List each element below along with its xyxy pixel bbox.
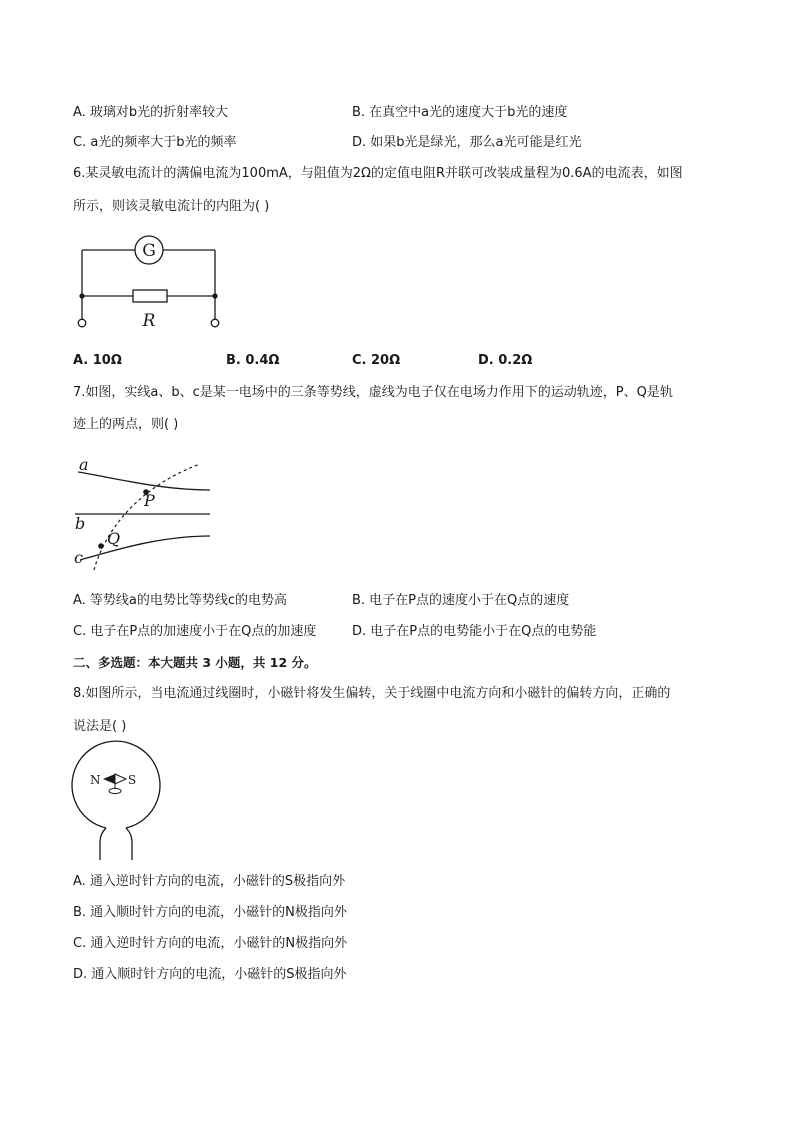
q6-option-c: C. 20Ω [352,353,401,368]
point-p-label: P [144,491,155,510]
q7-option-c: C. 电子在P点的加速度小于在Q点的加速度 [73,624,317,639]
q6-stem-line2: 所示，则该灵敏电流计的内阻为( ) [73,199,270,214]
q6-circuit-figure [70,230,230,335]
section-title: 二、多选题：本大题共 3 小题，共 12 分。 [73,655,317,670]
q7-option-b: B. 电子在P点的速度小于在Q点的速度 [352,593,570,608]
q6-stem-line1: 6.某灵敏电流计的满偏电流为100mA，与阻值为2Ω的定值电阻R并联可改装成量程为0.6A的电流表，如图 [73,166,683,181]
q8-option-c: C. 通入逆时针方向的电流，小磁针的N极指向外 [73,936,348,951]
terminal-right-icon [211,319,219,327]
q7-stem-line2: 迹上的两点，则( ) [73,417,179,432]
q6-option-d: D. 0.2Ω [478,353,533,368]
q5-option-c: C. a光的频率大于b光的频率 [73,135,237,150]
needle-s-label: S [128,773,137,787]
q5-option-b: B. 在真空中a光的速度大于b光的速度 [352,105,568,120]
galvanometer-label: G [142,241,156,261]
q7-option-d: D. 电子在P点的电势能小于在Q点的电势能 [352,624,597,639]
terminal-left-icon [78,319,86,327]
q6-option-b: B. 0.4Ω [226,353,280,368]
needle-n-label: N [90,773,101,787]
q6-option-a: A. 10Ω [73,353,122,368]
q8-stem-line2: 说法是( ) [73,719,127,734]
q5-option-d: D. 如果b光是绿光，那么a光可能是红光 [352,135,582,150]
line-b-label: b [75,514,86,533]
q7-option-a: A. 等势线a的电势比等势线c的电势高 [73,593,288,608]
q8-coil-figure [68,748,164,863]
q8-option-b: B. 通入顺时针方向的电流，小磁针的N极指向外 [73,905,347,920]
q5-option-a: A. 玻璃对b光的折射率较大 [73,105,229,120]
q8-option-d: D. 通入顺时针方向的电流，小磁针的S极指向外 [73,967,347,982]
line-c-label: c [74,548,83,567]
resistor-label: R [142,311,156,331]
point-q-label: Q [107,529,121,548]
q7-equipotential-figure [70,450,220,575]
q8-option-a: A. 通入逆时针方向的电流，小磁针的S极指向外 [73,874,346,889]
resistor-icon [133,290,167,302]
compass-needle-icon [103,774,115,784]
line-a-label: a [79,455,89,474]
q8-stem-line1: 8.如图所示，当电流通过线圈时，小磁针将发生偏转，关于线圈中电流方向和小磁针的偏转方向，正确的 [73,686,671,701]
q7-stem-line1: 7.如图，实线a、b、c是某一电场中的三条等势线，虚线为电子仅在电场力作用下的运动轨迹，P、Q是轨 [73,385,673,400]
